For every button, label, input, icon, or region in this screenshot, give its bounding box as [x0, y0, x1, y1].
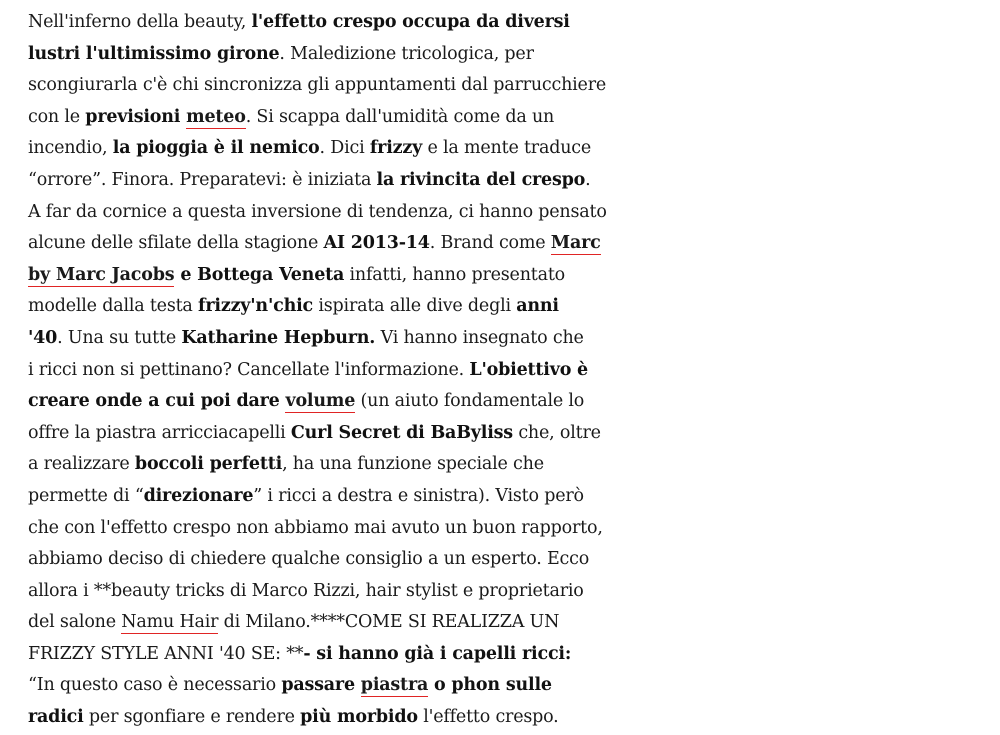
- body-text: che con l'effetto crespo non abbiamo mai avuto un buon rapporto,: [28, 517, 603, 538]
- bold-text: la pioggia è il nemico: [112, 138, 320, 159]
- text-line: [28, 544, 590, 576]
- body-text: “In questo caso è necessario: [28, 675, 282, 696]
- bold-text: previsioni: [85, 106, 187, 127]
- body-text: . Maledizione tricologica, per: [279, 43, 534, 64]
- body-text: infatti, hanno presentato: [344, 264, 566, 285]
- bold-text: lustri l'ultimissimo girone: [28, 43, 280, 64]
- bold-text: boccoli perfetti: [134, 454, 283, 475]
- body-text: i ricci non si pettinano? Cancellate l'informazione.: [28, 359, 470, 380]
- bold-text: - si hanno già i capelli ricci:: [303, 643, 572, 664]
- body-text: per sgonfiare e rendere: [83, 707, 301, 728]
- bold-text: creare onde a cui poi dare: [28, 391, 286, 412]
- bold-text: passare: [281, 675, 361, 696]
- bold-text: o phon sulle: [428, 675, 552, 696]
- body-text: ” i ricci a destra e sinistra). Visto però: [253, 485, 584, 506]
- text-line: [28, 607, 560, 639]
- bold-text: frizzy: [369, 138, 423, 159]
- body-text: Vi hanno insegnato che: [375, 327, 584, 348]
- body-text: . Una su tutte: [57, 327, 182, 348]
- text-line: [28, 513, 603, 545]
- text-line: [28, 70, 607, 102]
- bold-text: AI 2013-14: [323, 233, 430, 254]
- text-line: [28, 39, 548, 71]
- text-line: [28, 481, 584, 513]
- body-text: alcune delle sfilate della stagione: [28, 233, 324, 254]
- article-body: [28, 7, 607, 734]
- body-text: A far da cornice a questa inversione di tendenza, ci hanno pensato: [28, 201, 607, 222]
- bold-text: più morbido: [300, 707, 418, 728]
- text-line: [28, 197, 607, 229]
- body-text: modelle dalla testa: [28, 296, 199, 317]
- text-line: [28, 670, 552, 702]
- body-text: . Brand come: [429, 233, 551, 254]
- body-text: “orrore”. Finora. Preparatevi: è iniziata: [28, 169, 377, 190]
- text-line: [28, 355, 588, 387]
- bold-text: '40: [28, 327, 58, 348]
- bold-text: l'effetto crespo occupa da diversi: [251, 12, 570, 32]
- text-line: [28, 702, 559, 734]
- bold-text: Curl Secret di BaByliss: [290, 422, 513, 443]
- text-line: [28, 386, 585, 418]
- body-text: ispirata alle dive degli: [313, 296, 517, 317]
- text-line: [28, 228, 601, 260]
- text-line: [28, 133, 592, 165]
- text-line: [28, 7, 570, 39]
- bold-text: frizzy'n'chic: [198, 296, 313, 317]
- bold-text: anni: [516, 296, 559, 317]
- bold-text: direzionare: [143, 485, 254, 506]
- inline-link[interactable]: volume: [285, 391, 356, 412]
- bold-text: la rivincita del crespo: [376, 169, 586, 190]
- inline-link[interactable]: Namu Hair: [121, 612, 219, 633]
- body-text: abbiamo deciso di chiedere qualche consiglio a un esperto. Ecco: [28, 549, 590, 570]
- body-text: del salone: [28, 612, 122, 633]
- inline-link[interactable]: by Marc Jacobs: [28, 264, 175, 285]
- text-line: [28, 449, 548, 481]
- inline-link[interactable]: piastra: [360, 675, 429, 696]
- body-text: l'effetto crespo.: [417, 707, 559, 728]
- body-text: permette di “: [28, 485, 144, 506]
- text-line: [28, 102, 555, 134]
- body-text: incendio,: [28, 138, 113, 159]
- body-text: FRIZZY STYLE ANNI '40 SE: **: [28, 643, 304, 664]
- body-text: . Si scappa dall'umidità come da un: [245, 106, 555, 127]
- body-text: (un aiuto fondamentale lo: [355, 391, 585, 412]
- text-line: [28, 260, 566, 292]
- text-line: [28, 291, 559, 323]
- bold-text: L'obiettivo è: [469, 359, 588, 380]
- text-line: [28, 165, 591, 197]
- body-text: allora i **beauty tricks di Marco Rizzi, hair stylist e proprietario: [28, 580, 584, 601]
- body-text: scongiurarla c'è chi sincronizza gli appuntamenti dal parrucchiere: [28, 75, 607, 96]
- body-text: , ha una funzione speciale che: [282, 454, 544, 475]
- body-text: di Milano.****COME SI REALIZZA UN: [218, 612, 560, 633]
- body-text: Nell'inferno della beauty,: [28, 12, 252, 32]
- bold-text: e Bottega Veneta: [174, 264, 345, 285]
- inline-link[interactable]: meteo: [186, 106, 246, 127]
- body-text: e la mente traduce: [422, 138, 592, 159]
- body-text: offre la piastra arricciacapelli: [28, 422, 291, 443]
- bold-text: Katharine Hepburn.: [181, 327, 376, 348]
- body-text: a realizzare: [28, 454, 135, 475]
- text-line: [28, 323, 584, 355]
- body-text: . Dici: [319, 138, 370, 159]
- text-line: [28, 576, 584, 608]
- inline-link[interactable]: Marc: [550, 233, 601, 254]
- bold-text: radici: [28, 707, 84, 728]
- body-text: con le: [28, 106, 86, 127]
- body-text: .: [585, 169, 591, 190]
- text-line: [28, 639, 572, 671]
- body-text: che, oltre: [512, 422, 601, 443]
- text-line: [28, 418, 601, 450]
